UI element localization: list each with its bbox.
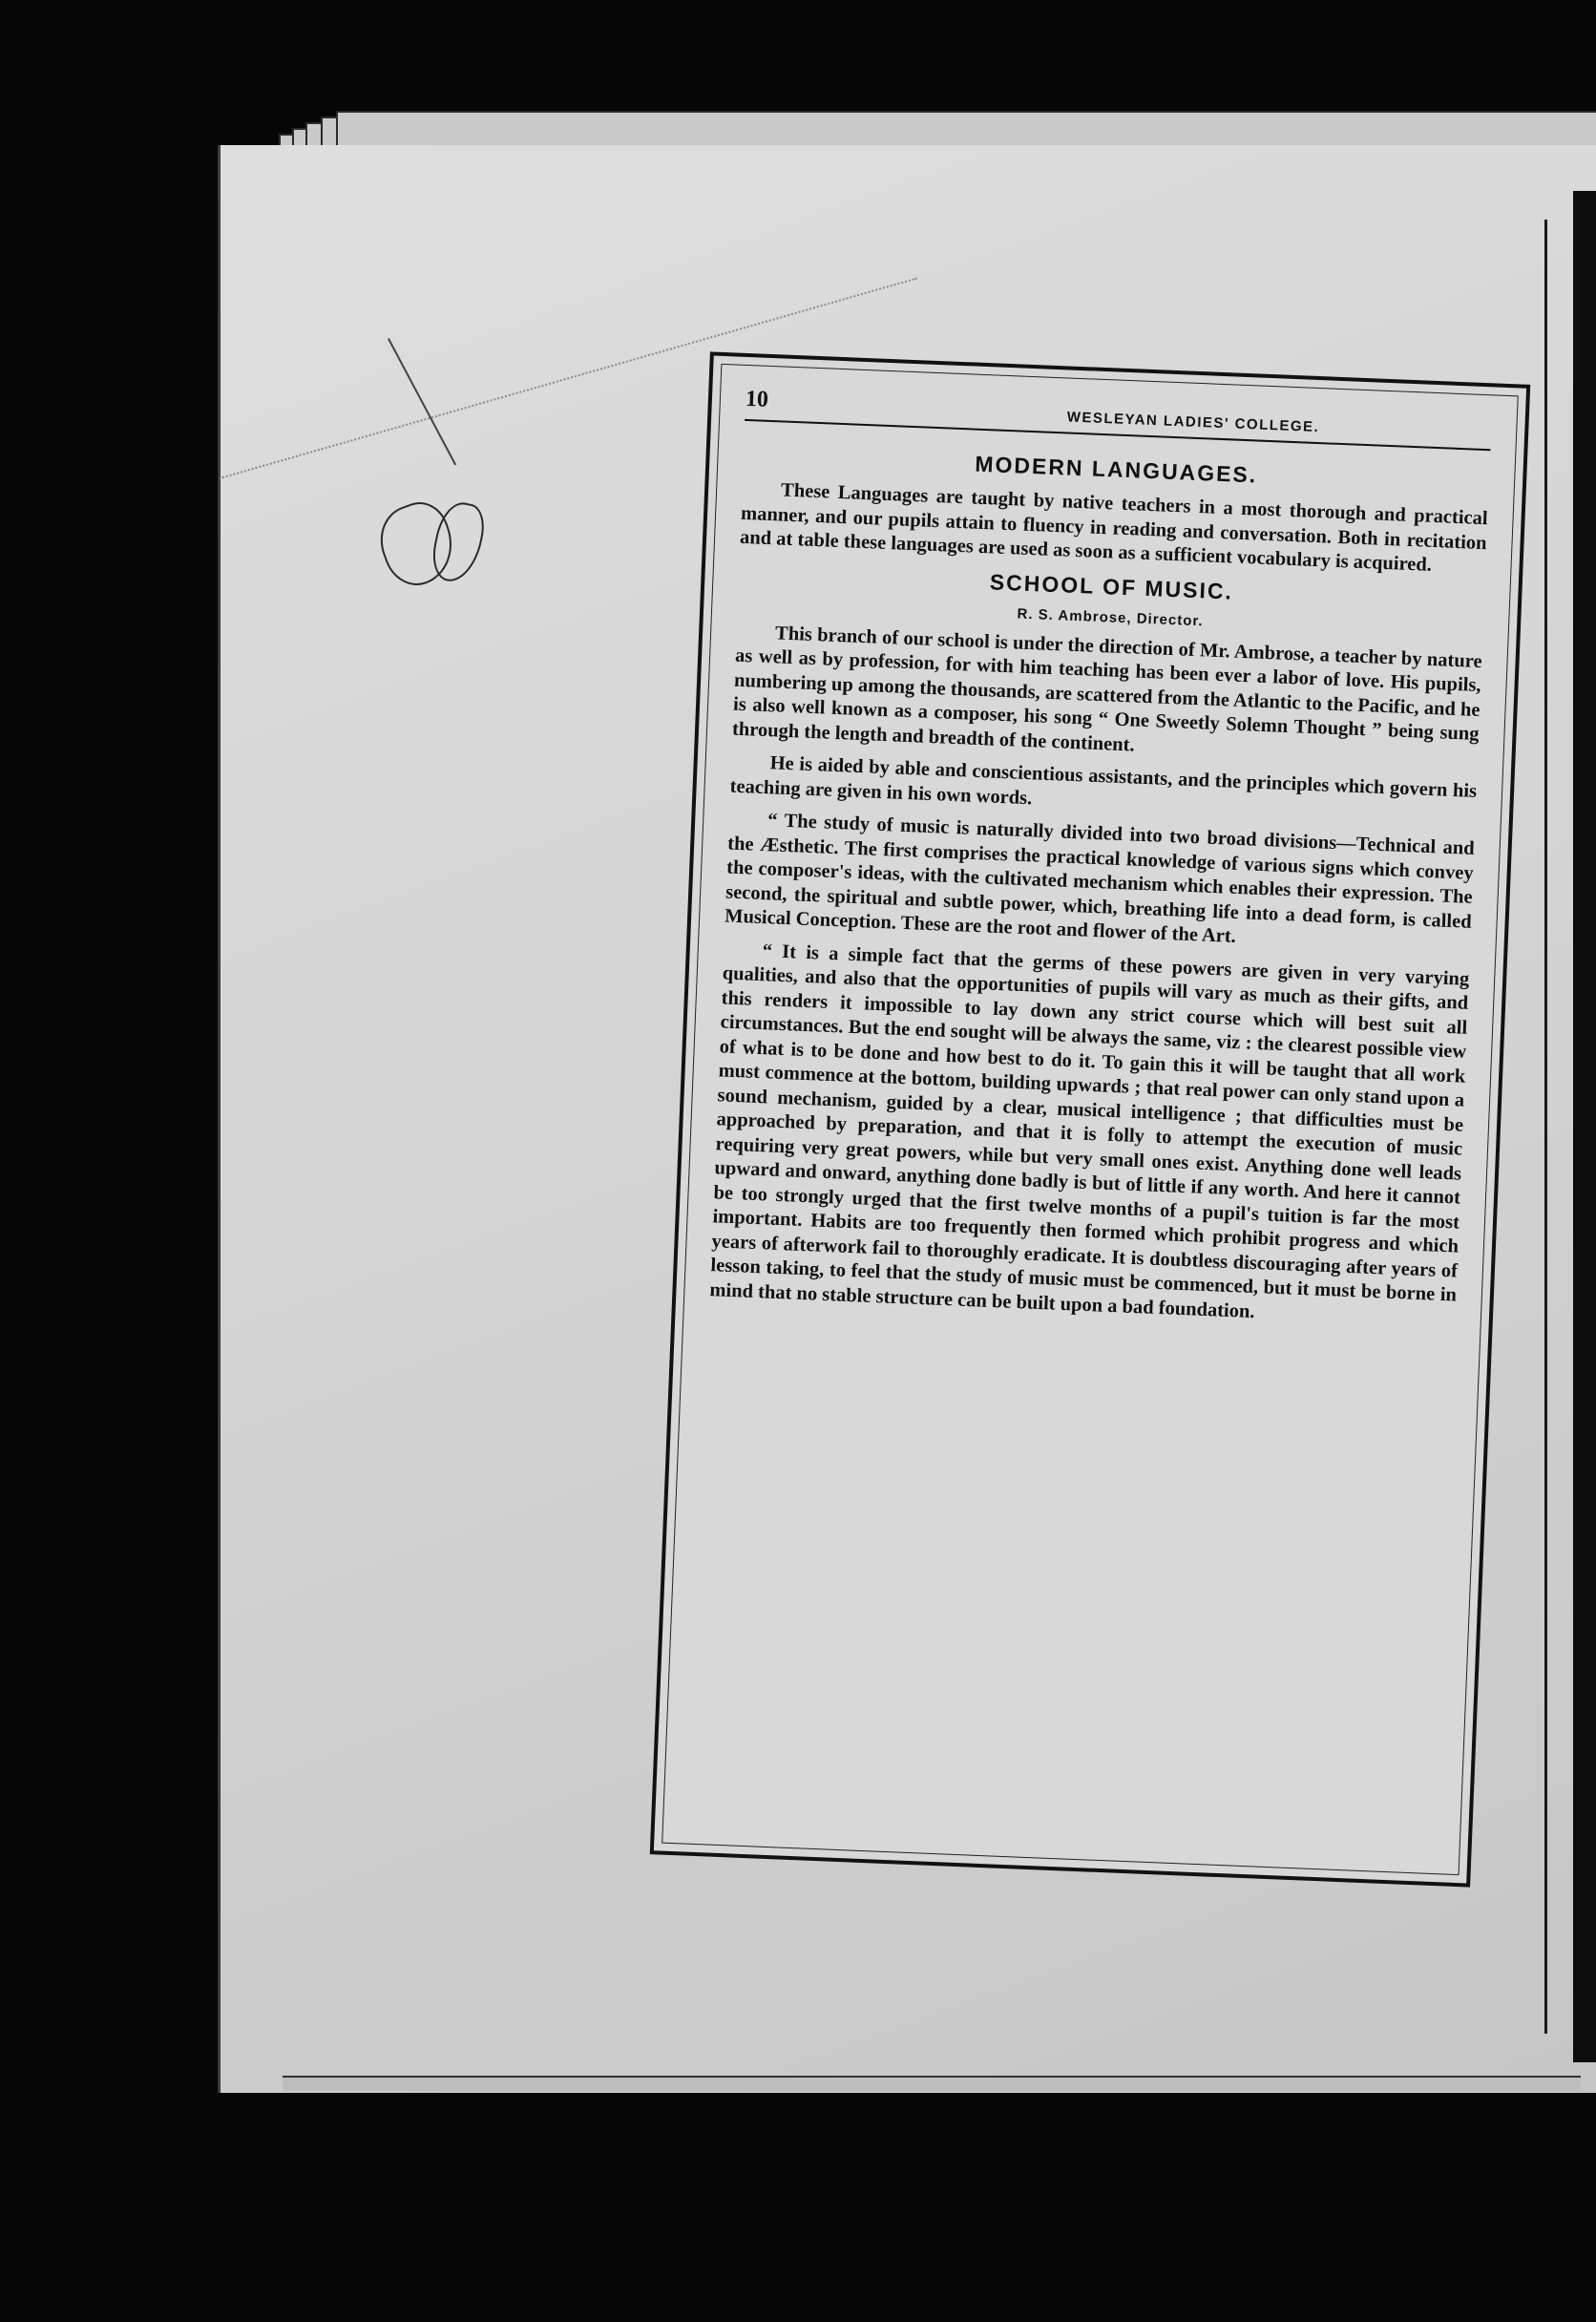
section-heading-school-of-music: SCHOOL OF MUSIC. bbox=[989, 568, 1234, 604]
music-paragraph-1: This branch of our school is under the direction of Mr. Ambrose, a teacher by nature as well as by profession, for with him teaching has been ever a labor of love. His pupils, numbering up among the thousands, are scattered from the Atlantic to the Pacific, and he is also well known as a composer, his song “ One Sweetly Solemn Thought ” being sung through the length and breadth of the continent. bbox=[731, 622, 1483, 756]
music-paragraph-3: “ The study of music is naturally divided into two broad divisions—Technical and the Æsthetic. The first comprises the practical knowledge of various signs which convey the composer's ideas, with the cultivated mechanism which enables their expression. The second, the spiritual and subtle power, which, breathing life into a dead form, is called Musical Conception. These are the root and flower of the Art. bbox=[724, 810, 1476, 947]
scan-border bbox=[1573, 191, 1596, 2062]
printed-page-frame bbox=[650, 351, 1531, 1887]
music-paragraph-2: He is aided by able and conscientious assistants, and the principles which govern his teaching are given in his own words. bbox=[729, 752, 1478, 809]
binding-line bbox=[1544, 220, 1547, 2034]
music-paragraph-4: “ It is a simple fact that the germs of these powers are given in very varying qualities, and also that the opportunities of pupils will vary as much as their gifts, and this renders it impossible to lay down any strict course which will best suit all circumstances. But the end sought will be always the same, viz : the clearest possible view of what is to be done and how best to do it. To gain this it will be taught that all work must commence at the bottom, building upwards ; that real power can only stand upon a sound mechanism, guided by a clear, musical intelligence ; that difficulties must be approached by preparation, and that it is folly to attempt the execution of music requiring very great powers, while but very small ones exist. Anything done well leads upward and onward, anything done badly is but of little if any worth. And here it cannot be too strongly urged that the first twelve months of a pupil's tuition is far the most important. Habits are too frequently then formed which prohibit progress and which years of afterwork fail to thoroughly eradicate. It is doubtless discouraging after years of lesson taking, to feel that the study of music must be commenced, but it must be borne in mind that no stable structure can be built upon a bad foundation. bbox=[709, 939, 1470, 1322]
director-subheading: R. S. Ambrose, Director. bbox=[1017, 605, 1204, 629]
running-header bbox=[745, 387, 1492, 451]
printed-page-content bbox=[662, 364, 1519, 1875]
modern-languages-paragraph: These Languages are taught by native teachers in a most thorough and practical manner, and our pupils attain to fluency in reading and conversation. Both in recitation and at table these languages are used as soon as a sufficient vocabulary is acquired. bbox=[739, 479, 1489, 576]
section-heading-modern-languages: MODERN LANGUAGES. bbox=[974, 451, 1258, 488]
running-title: WESLEYAN LADIES' COLLEGE. bbox=[1066, 409, 1320, 436]
page-stack-bottom bbox=[283, 2076, 1581, 2091]
page-number: 10 bbox=[745, 386, 769, 412]
